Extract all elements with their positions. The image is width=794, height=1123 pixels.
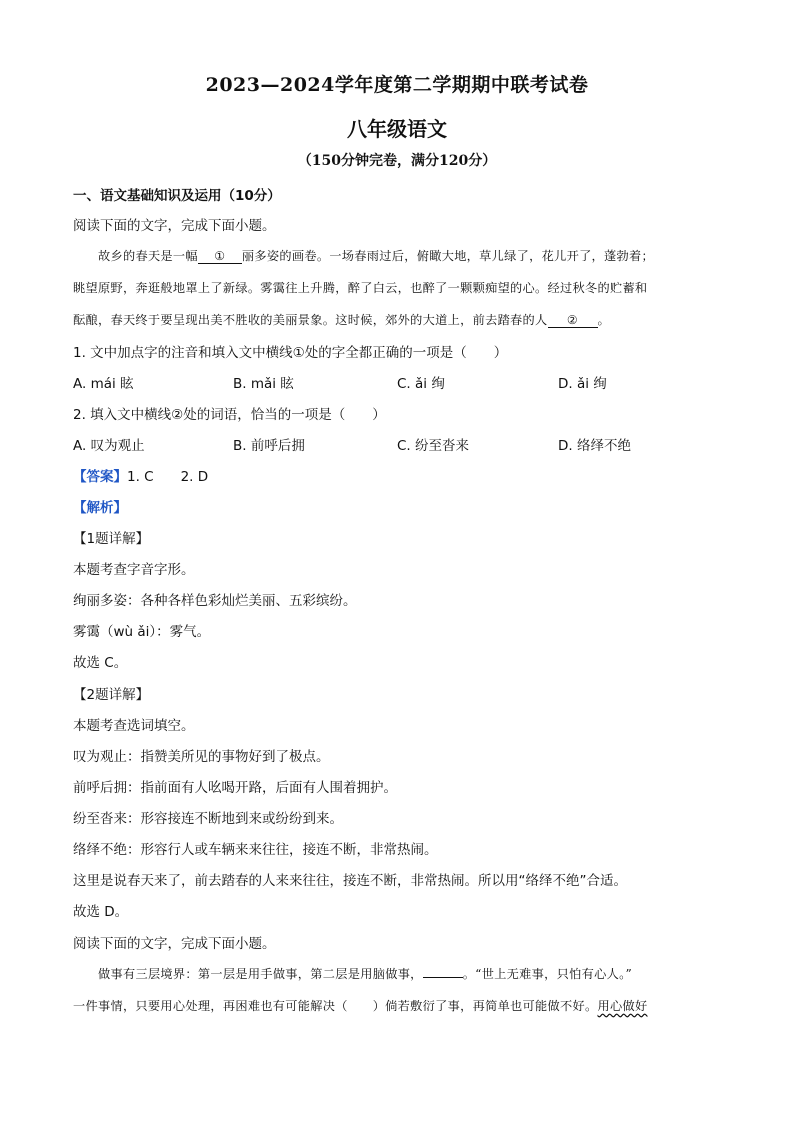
detail-1-label: 【1题详解】 [73,531,150,547]
section2-instruction: 阅读下面的文字，完成下面小题。 [73,936,276,952]
passage1-line1-a: 故乡的春天是一幅 [98,249,198,263]
q2-option-c: C. 纷至沓来 [397,438,470,454]
passage2-line2-a: 一件事情，只要用心处理，再困难也有可能解决（ ）倘若敷衍了事，再简单也可能做不好。 [73,999,598,1013]
blank-3 [423,977,463,978]
q1-option-d: D. ǎi 绚 [558,376,607,392]
section1-heading: 一、语文基础知识及运用（10分） [73,188,281,204]
passage2-line2-b: 用心做好 [597,999,648,1013]
q2-option-d: D. 络绎不绝 [558,438,631,454]
q2-option-a: A. 叹为观止 [73,438,145,454]
passage1-line2: 眺望原野，奔逛般地罩上了新绿。雾霭往上升腾，醉了白云，也醉了一颗颗痴望的心。经过秋冬的贮蓄和 [73,281,648,295]
passage1-line3-b: 。 [597,313,611,327]
question-1-stem: 1. 文中加点字的注音和填入文中横线①处的字全都正确的一项是（ ） [73,345,508,361]
blank-2: ② [548,313,598,328]
detail-2-line: 前呼后拥：指前面有人吆喝开路，后面有人围着拥护。 [73,780,397,796]
exam-title: 2023—2024学年度第二学期期中联考试卷 [205,74,589,96]
exam-subject: 八年级语文 [347,117,447,141]
detail-2-line: 纷至沓来：形容接连不断地到来或纷纷到来。 [73,811,343,827]
passage1-line1-b: 丽多姿的画卷。一场春雨过后，俯瞰大地，草儿绿了，花儿开了，蓬勃着； [241,249,654,263]
q2-option-b: B. 前呼后拥 [233,438,305,454]
passage1-line3-a: 酝酿，春天终于要呈现出美不胜收的美丽景象。这时候，郊外的大道上，前去踏春的人 [73,313,548,327]
detail-2-line: 这里是说春天来了，前去踏春的人来来往往，接连不断，非常热闹。所以用“络绎不绝”合适。 [73,873,627,889]
analysis-label: 【解析】 [73,500,127,516]
answer-label: 【答案】 [73,469,127,485]
detail-2-line: 络绎不绝：形容行人或车辆来来往往，接连不断，非常热闹。 [73,842,438,858]
passage2-line1-a: 做事有三层境界：第一层是用手做事，第二层是用脑做事， [98,967,423,981]
q1-option-c: C. ǎi 绚 [397,376,445,392]
detail-1-line: 绚丽多姿：各种各样色彩灿烂美丽、五彩缤纷。 [73,593,357,609]
detail-2-label: 【2题详解】 [73,687,150,703]
q1-option-a: A. mái 眩 [73,376,134,392]
detail-1-line: 雾霭（wù ǎi）：雾气。 [73,624,211,640]
blank-1: ① [198,249,242,264]
detail-1-line: 故选 C。 [73,655,128,671]
section1-instruction: 阅读下面的文字，完成下面小题。 [73,218,276,234]
detail-2-line: 叹为观止：指赞美所见的事物好到了极点。 [73,749,330,765]
question-2-stem: 2. 填入文中横线②处的词语，恰当的一项是（ ） [73,407,386,423]
answer-row [73,465,208,485]
passage2-line2 [73,997,723,1014]
answer-text: 1. C 2. D [127,469,209,485]
passage2-line1-b: 。“世上无难事，只怕有心人。” [462,967,632,981]
exam-note: （150分钟完卷，满分120分） [297,153,497,169]
passage1-line1 [98,247,718,264]
q1-option-b: B. mǎi 眩 [233,376,294,392]
detail-2-line: 故选 D。 [73,904,129,920]
detail-2-line: 本题考查选词填空。 [73,718,195,734]
passage2-line1 [98,965,718,982]
passage1-line3 [73,311,723,328]
detail-1-line: 本题考查字音字形。 [73,562,195,578]
